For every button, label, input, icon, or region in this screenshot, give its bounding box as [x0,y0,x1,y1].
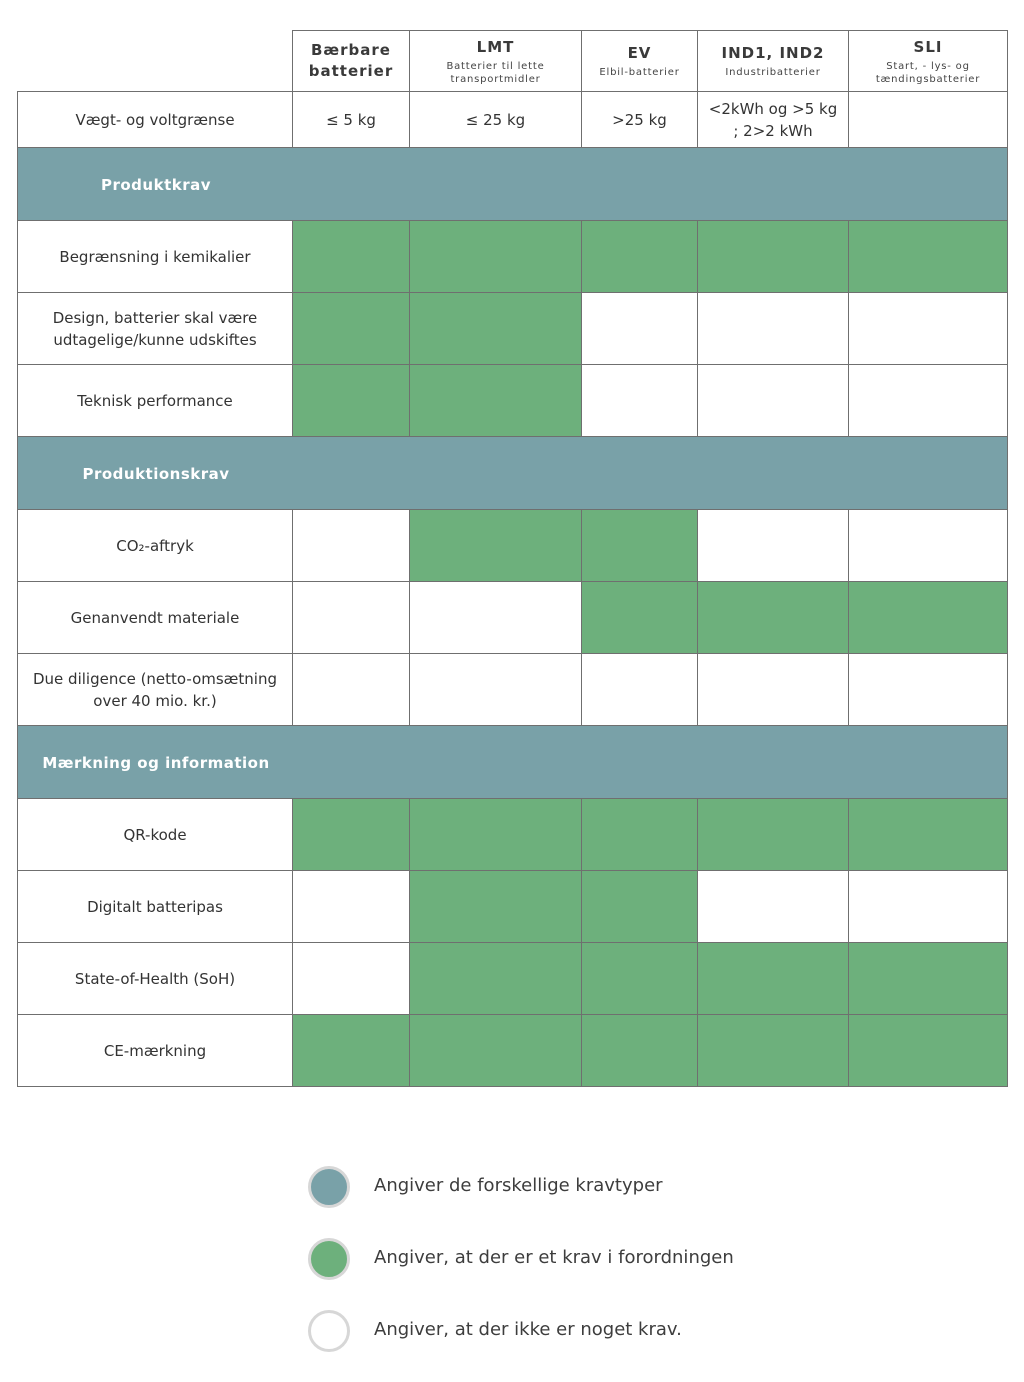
legend-label: Angiver, at der ikke er noget krav. [374,1319,682,1340]
section-title: Produktionskrav [82,464,230,483]
requirement-cell [849,221,1008,293]
column-subtitle: Batterier til lette transportmidler [446,60,545,85]
requirement-cell [698,510,849,582]
requirement-cell [698,582,849,654]
requirement-cell [293,654,410,726]
requirement-label: CO₂-aftryk [18,510,293,582]
requirement-label: Begrænsning i kemikalier [18,221,293,293]
requirement-cell [698,654,849,726]
requirement-label: Teknisk performance [18,365,293,437]
requirement-cell [849,510,1008,582]
requirement-label: State-of-Health (SoH) [18,943,293,1015]
column-header-portable [293,31,410,92]
column-header-industrial [698,31,849,92]
requirement-cell [582,871,698,943]
requirement-cell [410,221,582,293]
column-header-lmt [410,31,582,92]
section-header-row [18,726,1008,799]
requirement-label: CE-mærkning [18,1015,293,1087]
requirement-cell [582,943,698,1015]
section-header [18,148,1008,221]
requirement-cell [410,365,582,437]
requirement-cell [849,365,1008,437]
legend-label: Angiver de forskellige kravtyper [374,1175,663,1196]
header-corner [18,31,293,92]
requirement-cell [582,799,698,871]
requirement-cell [293,799,410,871]
requirement-cell [410,1015,582,1087]
requirement-cell [410,799,582,871]
requirement-cell [582,365,698,437]
requirement-cell [849,1015,1008,1087]
requirement-label: Digitalt batteripas [18,871,293,943]
requirement-cell [698,221,849,293]
requirement-row [18,871,1008,943]
requirement-cell [410,871,582,943]
requirement-cell [582,1015,698,1087]
legend-swatch [308,1166,350,1208]
limit-value: <2kWh og >5 kg ; 2>2 kWh [698,92,849,148]
requirement-cell [293,365,410,437]
requirement-row [18,365,1008,437]
requirement-label: QR-kode [18,799,293,871]
requirement-cell [849,871,1008,943]
column-subtitle: Industribatterier [725,67,821,78]
requirement-row [18,293,1008,365]
legend-label: Angiver, at der er et krav i forordningen [374,1247,734,1268]
requirement-cell [410,654,582,726]
legend-swatch [308,1310,350,1352]
requirement-cell [410,943,582,1015]
requirement-cell [410,293,582,365]
requirement-cell [293,1015,410,1087]
limits-label: Vægt- og voltgrænse [18,92,293,148]
requirement-cell [849,293,1008,365]
requirement-cell [293,221,410,293]
requirement-cell [293,293,410,365]
requirement-cell [410,582,582,654]
requirement-cell [698,799,849,871]
limit-value: >25 kg [582,92,698,148]
column-title: EV [627,44,652,62]
column-header-ev [582,31,698,92]
column-subtitle: Start, - lys- og tændingsbatterier [875,60,981,85]
requirement-cell [849,799,1008,871]
section-title: Mærkning og information [42,753,270,772]
requirement-row [18,943,1008,1015]
requirement-label: Due diligence (netto-omsætning over 40 mio. kr.) [18,654,293,726]
column-header-sli [849,31,1008,92]
limits-row [18,92,1008,148]
requirement-row [18,799,1008,871]
column-header-row [18,31,1008,92]
requirement-cell [698,293,849,365]
column-title: IND1, IND2 [721,44,825,62]
requirement-cell [582,510,698,582]
requirement-label: Design, batterier skal være udtagelige/kunne udskiftes [18,293,293,365]
section-header-row [18,148,1008,221]
column-subtitle: Elbil-batterier [599,67,680,78]
requirement-cell [410,510,582,582]
column-title: SLI [913,37,943,56]
requirement-cell [293,510,410,582]
requirement-row [18,221,1008,293]
requirement-cell [698,871,849,943]
section-header [18,437,1008,510]
requirement-cell [293,943,410,1015]
section-header-row [18,437,1008,510]
requirement-cell [293,582,410,654]
limit-value: ≤ 5 kg [293,92,410,148]
limit-value [849,92,1008,148]
requirement-row [18,582,1008,654]
requirement-cell [849,654,1008,726]
requirement-cell [849,943,1008,1015]
requirement-cell [698,365,849,437]
legend-swatch [308,1238,350,1280]
requirement-cell [582,654,698,726]
limit-value: ≤ 25 kg [410,92,582,148]
section-header [18,726,1008,799]
column-title: LMT [476,37,515,56]
requirement-cell [698,943,849,1015]
requirement-cell [849,582,1008,654]
requirement-row [18,654,1008,726]
requirement-cell [582,221,698,293]
requirement-row [18,510,1008,582]
column-title: Bærbare batterier [308,41,394,80]
requirement-cell [698,1015,849,1087]
requirement-label: Genanvendt materiale [18,582,293,654]
battery-requirements-table [17,30,1008,1087]
requirement-row [18,1015,1008,1087]
requirement-cell [582,582,698,654]
section-title: Produktkrav [100,175,212,194]
requirement-cell [293,871,410,943]
requirement-cell [582,293,698,365]
